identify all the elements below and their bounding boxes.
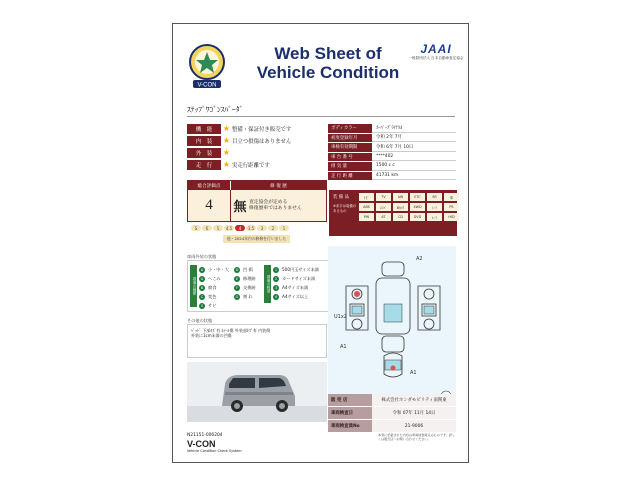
condition-list [187,124,313,172]
condition-text: 実走行距離です [232,163,270,169]
jaai-badge [407,42,465,61]
condition-label: 外 装 [187,148,221,158]
title-line-1: Web Sheet of [274,44,382,63]
dealer-label: 車両検査員No [328,420,372,432]
equipment-cell: ｴｱﾊﾞ [376,203,391,211]
equipment-cell: TV [376,193,391,201]
legend-code-icon: G [235,294,239,299]
equipment-note: ※赤字は装備のあるもの [333,204,357,213]
legend-code-icon: B [200,285,204,290]
car-photo [187,362,327,422]
condition-sheet [172,23,469,463]
equipment-cell: DVD [410,213,425,221]
repair-text-1: 査定協会が定める [249,199,288,205]
condition-row [187,148,313,158]
legend-code-icon: 1 [274,267,278,272]
spec-row [328,172,456,181]
scale-note: 他・2024年内の修修を行いました [223,235,290,243]
dealer-value: 株式会社ホンダモビリティ南関東 [372,394,456,406]
condition-text: 整備・保証付き販売です [232,127,292,133]
spec-label: 走 行 距 離 [328,172,372,181]
damage-legend [187,260,329,312]
repair-text [249,190,302,221]
legend-group-type [190,265,229,310]
condition-label: 内 装 [187,136,221,146]
legend-code-icon: C [200,294,204,299]
legend-title: 車両外装の状態 [187,254,217,259]
legend-item [199,283,229,292]
equipment-cell: PS [444,203,459,211]
spec-row [328,153,456,162]
equipment-cell: CD [393,213,408,221]
legend-group-level [264,265,319,301]
legend-item [199,265,229,274]
legend-list-2 [234,265,256,301]
equipment-cell: AW [393,193,408,201]
spec-value: 1500 c c [372,162,456,171]
legend-text: A4サイズ以上 [282,293,309,299]
sheet-id: N21151-006204 [187,433,223,438]
spec-row [328,143,456,152]
legend-head-type: 損傷の種類 [190,265,197,307]
condition-row [187,160,313,170]
equipment-panel [329,190,457,236]
spec-row [328,134,456,143]
equipment-cell: SR [427,193,442,201]
scale-item: 6 [202,225,212,231]
jaai-mark: JAAI [420,42,452,56]
legend-item [199,292,229,301]
spec-value: 令和 2年 7月 [372,134,456,143]
star-icon: ★ [222,136,231,145]
scale-item: 2 [268,225,278,231]
spec-label: 初度登録年月 [328,134,372,143]
footer-system: Vehicle Condition Check System [187,449,242,453]
vehicle-damage-diagram [328,246,456,406]
spec-table [328,124,456,181]
legend-list-1 [199,265,229,310]
score-scale [191,225,290,231]
scale-item: 5 [213,225,223,231]
legend-item [199,274,229,283]
legend-text: 腐食 [208,284,217,290]
score-box [187,180,327,222]
spec-row [328,124,456,133]
diagram-label-a1-bottom: A1 [410,370,417,376]
legend-text: 変色 [208,293,217,299]
equipment-cell: ﾅﾋﾞ [359,193,374,201]
condition-text: 目立つ損傷はありません [232,139,292,145]
legend-code-icon: E [235,276,239,281]
spec-value: ｽｰﾊﾟｰﾌﾟﾗﾁﾅＭ [372,124,456,133]
legend-text: カードサイズ未満 [282,275,316,281]
equipment-cell: 4WD [410,203,425,211]
legend-code-icon: S [200,303,204,308]
legend-code-icon: 4 [274,294,278,299]
legend-item [273,265,319,274]
legend-text: 500円玉サイズ未満 [282,266,319,272]
legend-item [273,292,319,301]
car-name: ｽﾃｯﾌﾟﾜｺﾞﾝｽﾊﾟｰﾀﾞ [187,105,244,114]
diagram-label-a1-left: A1 [340,344,347,350]
score-head-overall: 総合評価点 [188,181,230,190]
equipment-cell: HID [444,213,459,221]
scale-item: 1 [279,225,289,231]
legend-text: 交換跡 [243,284,256,290]
legend-code-icon: U [200,276,204,281]
equipment-cell: AT [376,213,391,221]
equipment-cell: 革 [444,193,459,201]
legend-text: サビ [208,302,217,308]
spec-row [328,162,456,171]
diagram-label-u1x2: U1x2 [334,314,347,320]
overall-score: 4 [188,190,231,221]
legend-item [234,265,256,274]
dealer-label: 販 売 店 [328,394,372,406]
legend-group-extra [234,265,256,301]
other-conditions [187,324,327,358]
other-text-2: 外装に1cm未満の凹傷 [191,333,232,338]
equipment-grid [359,193,459,221]
dealer-row [328,407,456,419]
dealer-row [328,394,456,406]
logo-text: V-CON [197,82,217,89]
dealer-value: 21-9006 [372,420,456,432]
repair-mark: 無 [233,200,247,215]
equipment-cell: ｼｰﾄ [427,203,442,211]
legend-item [234,292,256,301]
equipment-cell: ﾙｰﾌ [427,213,442,221]
spec-label: 排 気 量 [328,162,372,171]
other-title: その他の状態 [187,318,213,323]
scale-item: S [191,225,201,231]
footer-note: 本書に記載された内容は車両検査時点のものです。詳しくは販売店へお問い合わせください。 [378,433,456,441]
spec-value: 令和 6年 7月 10日 [372,143,456,152]
star-icon: ★ [222,160,231,169]
legend-item [234,283,256,292]
repair-text-2: 修復歴車ではありません [249,205,302,211]
legend-code-icon: 3 [274,285,278,290]
legend-text: A4サイズ未満 [282,284,309,290]
diagram-label-a2: A2 [416,256,423,262]
score-header [188,181,326,190]
equipment-cell: ETC [410,193,425,201]
dealer-row [328,420,456,432]
equipment-title: 装 備 品 [333,195,349,200]
equipment-cell: Bｶﾒﾗ [393,203,408,211]
legend-text: 凹 損 [243,266,253,272]
legend-text: 修理跡 [243,275,256,281]
dealer-table [328,394,456,433]
spec-value: ****402 [372,153,456,162]
legend-item [234,274,256,283]
spec-label: 車検有効期限 [328,143,372,152]
legend-text: へこみ [208,275,221,281]
score-body [188,190,326,221]
spec-value: 41731 km [372,172,456,181]
condition-row [187,124,313,134]
legend-head-level: 損傷の程度 [264,265,271,303]
jaai-org: 一般財団法人 日本自動車査定協会 [408,56,464,60]
legend-code-icon: F [235,285,239,290]
legend-item [199,301,229,310]
scale-item: 3 [257,225,267,231]
condition-row [187,136,313,146]
page-title [243,44,413,82]
legend-code-icon: A [200,267,204,272]
dealer-label: 車両検査日 [328,407,372,419]
other-text-1: ﾍﾞｯﾄﾞ 下部ｷｽﾞ有 ﾎｲｰﾙ傷 外装部ｷｽﾞ有 内装傷 [191,328,271,333]
spec-label: 車 台 番 号 [328,153,372,162]
equipment-cell: ABS [359,203,374,211]
legend-code-icon: 2 [274,276,278,281]
spec-label: ボディカラー [328,124,372,133]
footer-brand: V-CON [187,439,216,449]
equipment-cell: PW [359,213,374,221]
legend-code-icon: D [235,267,239,272]
legend-text: 割 れ [243,293,253,299]
vcon-logo-icon [187,42,227,90]
scale-item: 4 [235,225,245,231]
scale-item: 4.5 [225,225,233,231]
star-icon: ★ [222,124,231,133]
star-icon: ★ [222,148,231,157]
dealer-value: 令和 07年 11月 14日 [372,407,456,419]
title-line-2: Vehicle Condition [256,63,400,82]
legend-text: 小・中・大 [208,266,229,272]
score-head-repair: 修 復 歴 [230,181,326,190]
legend-list-3 [273,265,319,301]
scale-item: 3.5 [247,225,255,231]
condition-label: 走 行 [187,160,221,170]
legend-item [273,283,319,292]
legend-item [273,274,319,283]
condition-label: 機 能 [187,124,221,134]
divider [187,116,455,117]
